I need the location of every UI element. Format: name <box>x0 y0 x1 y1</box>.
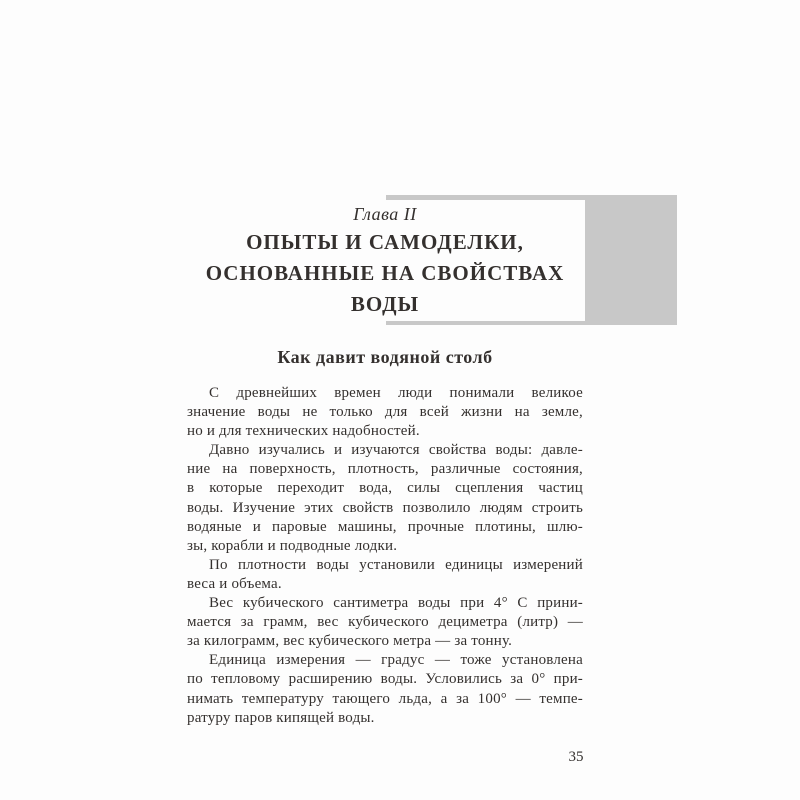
text-line: воды. Изучение этих свойств позволило людям строить <box>187 499 583 516</box>
text-line: Вес кубического сантиметра воды при 4° С прини- <box>209 595 583 612</box>
chapter-kicker: Глава II <box>353 204 417 224</box>
text-line: С древнейших времен люди понимали великое <box>209 385 583 401</box>
text-line: Единица измерения — градус — тоже установлена <box>209 652 583 669</box>
paragraph <box>187 384 583 441</box>
paragraph <box>187 594 583 651</box>
text-line: за килограмм, вес кубического метра — за тонну. <box>187 633 513 650</box>
chapter-title <box>187 227 583 320</box>
text-line: нимать температуру тающего льда, а за 100° — темпе- <box>187 690 583 707</box>
chapter-title-line: ВОДЫ <box>350 292 420 316</box>
text-line: ратуру паров кипящей воды. <box>187 709 375 726</box>
text-line: но и для технических надобностей. <box>187 423 420 440</box>
paragraph <box>187 556 583 594</box>
paragraph <box>187 651 583 727</box>
text-line: Давно изучались и изучаются свойства воды: давле- <box>209 442 583 459</box>
paragraph <box>187 441 583 556</box>
text-line: водяные и паровые машины, прочные плотины, шлю- <box>187 518 583 535</box>
text-line: значение воды не только для всей жизни на земле, <box>187 404 583 421</box>
text-line: ние на поверхность, плотность, различные состояния, <box>187 461 583 478</box>
chapter-title-line: ОПЫТЫ И САМОДЕЛКИ, <box>246 230 524 254</box>
chapter-heading <box>187 203 583 320</box>
section-title: Как давит водяной столб <box>277 347 493 367</box>
text-line: мается за грамм, вес кубического дециметра (литр) — <box>187 614 583 631</box>
text-line: по тепловому расширению воды. Условились за 0° при- <box>187 671 583 688</box>
text-line: зы, корабли и подводные лодки. <box>187 537 398 554</box>
text-line: веса и объема. <box>187 575 282 592</box>
text-line: в которые переходит вода, силы сцепления частиц <box>187 480 583 497</box>
text-line: По плотности воды установили единицы измерений <box>209 556 583 573</box>
chapter-title-line: ОСНОВАННЫЕ НА СВОЙСТВАХ <box>205 261 565 285</box>
body-text <box>187 384 583 728</box>
page-number: 35 <box>568 749 584 765</box>
